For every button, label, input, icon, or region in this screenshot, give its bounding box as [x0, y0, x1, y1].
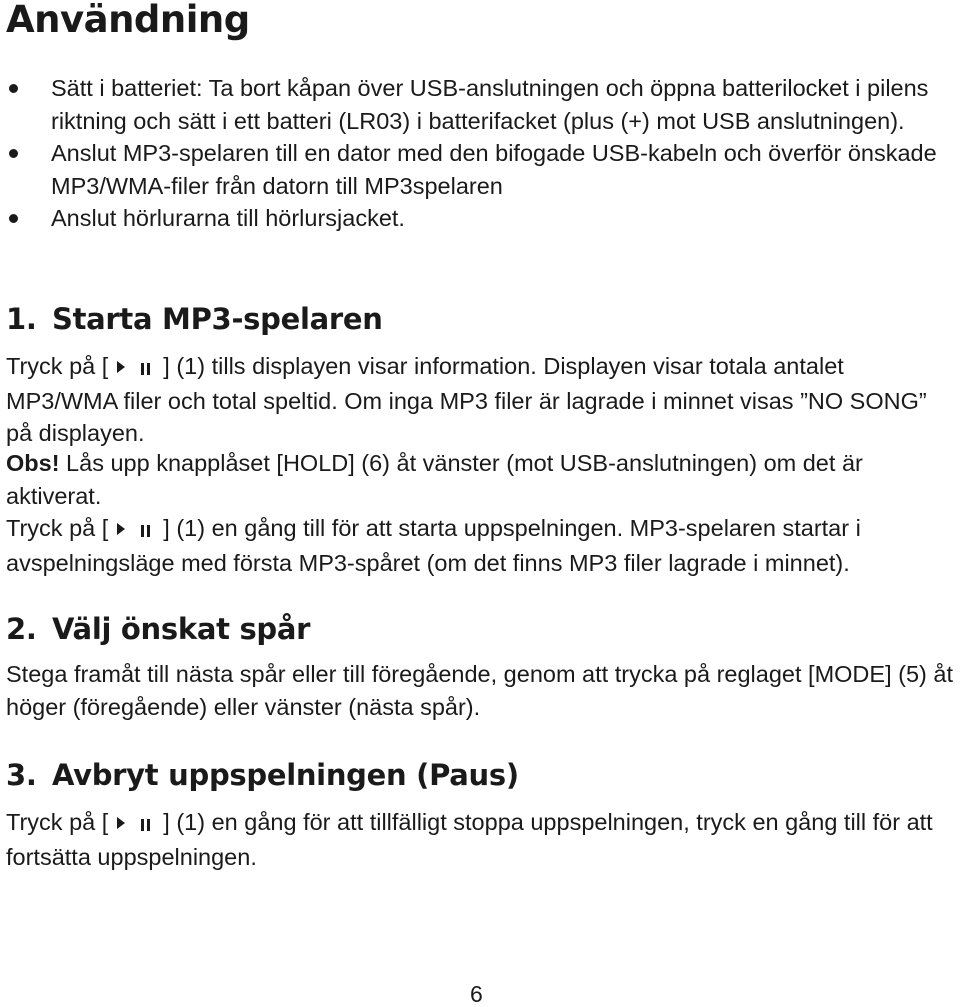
- section-title: Starta MP3-spelaren: [52, 302, 383, 336]
- bullet-dot-icon: [9, 84, 18, 93]
- section-heading-3: [6, 758, 519, 792]
- section-1-note: [6, 447, 954, 512]
- paragraph-text: ] (1) en gång för att tillfälligt stoppa uppspelningen, tryck en gång till för att fortsätta uppspelningen.: [6, 809, 933, 870]
- section-number: 1.: [6, 302, 37, 336]
- note-text: Lås upp knapplåset [HOLD] (6) åt vänster (mot USB-anslutningen) om det är aktiverat.: [6, 450, 863, 509]
- play-pause-icon: [108, 350, 163, 385]
- section-1-paragraph-2: [6, 512, 954, 579]
- section-title: Välj önskat spår: [52, 612, 311, 646]
- paragraph-text: Tryck på [: [6, 515, 109, 541]
- paragraph-text: Stega framåt till nästa spår eller till föregående, genom att trycka på reglaget [MODE] (5) åt höger (föregående) eller vänster (nästa spår).: [6, 661, 953, 720]
- bullet-item: [0, 72, 951, 137]
- bullet-item: [0, 137, 951, 202]
- bullet-text: Anslut MP3-spelaren till en dator med den bifogade USB-kabeln och överför önskade MP3/WMA-filer från datorn till MP3spelaren: [51, 140, 937, 199]
- section-1-paragraph-1: [6, 350, 954, 450]
- section-heading-2: [6, 612, 310, 646]
- section-number: 2.: [6, 612, 37, 646]
- obs-label: Obs!: [6, 450, 60, 476]
- paragraph-text: ] (1) en gång till för att starta uppspelningen. MP3-spelaren startar i avspelningsläge med första MP3-spåret (om det finns MP3 filer lagrade i minnet).: [6, 515, 861, 576]
- bullet-list: [0, 72, 960, 235]
- paragraph-text: Tryck på [: [6, 353, 109, 379]
- page-title: Användning: [6, 0, 250, 41]
- section-title: Avbryt uppspelningen (Paus): [52, 758, 519, 792]
- bullet-dot-icon: [9, 214, 18, 223]
- section-heading-1: [6, 302, 383, 336]
- paragraph-text: Tryck på [: [6, 809, 109, 835]
- page-number: 6: [470, 981, 483, 1007]
- bullet-dot-icon: [9, 149, 18, 158]
- bullet-text: Sätt i batteriet: Ta bort kåpan över USB-anslutningen och öppna batterilocket i pilens riktning och sätt i ett batteri (LR03) i batterifacket (plus (+) mot USB anslutningen).: [51, 75, 929, 134]
- play-pause-icon: [108, 806, 163, 841]
- section-number: 3.: [6, 758, 37, 792]
- paragraph-text: ] (1) tills displayen visar information. Displayen visar totala antalet MP3/WMA filer och total speltid. Om inga MP3 filer är lagrade i minnet visas ”NO SONG” på displayen.: [6, 353, 927, 447]
- section-2-paragraph: [6, 658, 954, 723]
- play-pause-icon: [108, 512, 163, 547]
- section-3-paragraph: [6, 806, 954, 873]
- bullet-item: [0, 202, 951, 235]
- bullet-text: Anslut hörlurarna till hörlursjacket.: [51, 205, 405, 231]
